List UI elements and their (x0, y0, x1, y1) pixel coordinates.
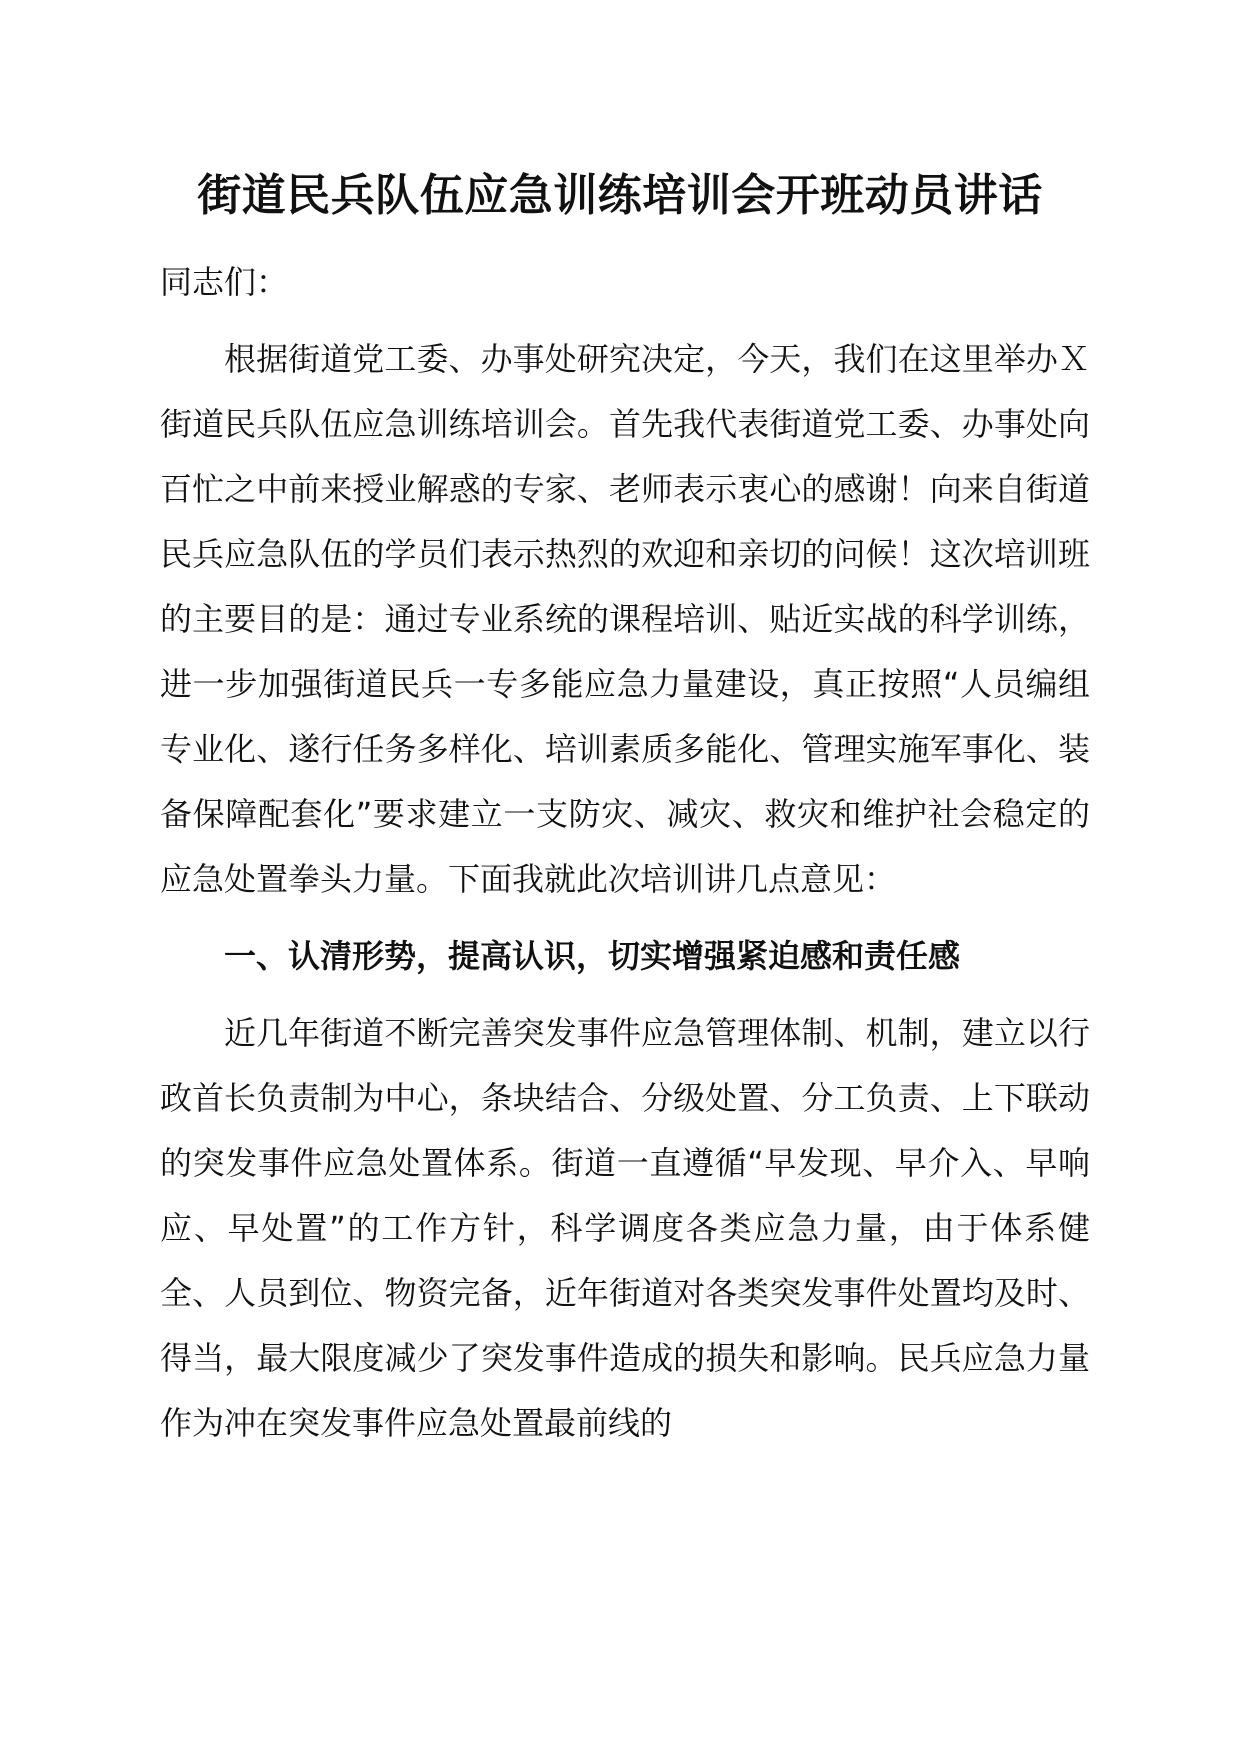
document-title: 街道民兵队伍应急训练培训会开班动员讲话 (197, 170, 1043, 221)
section-heading: 一、认清形势，提高认识，切实增强紧迫感和责任感 (224, 937, 961, 975)
salutation: 同志们： (160, 263, 289, 301)
paragraph-intro: 根据街道党工委、办事处研究决定，今天，我们在这里举办Ｘ街道民兵队伍应急训练培训会。首先我代表街道党工委、办事处向百忙之中前来授业解惑的专家、老师表示衷心的感谢！向来自街道民兵应急队伍的学员们表示热烈的欢迎和亲切的问候！这次培训班的主要目的是：通过专业系统的课程培训、贴近实战的科学训练，进一步加强街道民兵一专多能应急力量建设，真正按照“人员编组专业化、遂行任务多样化、培训素质多能化、管理实施军事化、装备保障配套化”要求建立一支防灾、减灾、救灾和维护社会稳定的应急处置拳头力量。下面我就此次培训讲几点意见： (160, 340, 1090, 898)
document-body (160, 250, 1090, 1456)
paragraph-section-one: 近几年街道不断完善突发事件应急管理体制、机制，建立以行政首长负责制为中心，条块结合、分级处置、分工负责、上下联动的突发事件应急处置体系。街道一直遵循“早发现、早介入、早响应、早处置”的工作方针，科学调度各类应急力量，由于体系健全、人员到位、物资完备，近年街道对各类突发事件处置均及时、得当，最大限度减少了突发事件造成的损失和影响。民兵应急力量作为冲在突发事件应急处置最前线的 (160, 1014, 1090, 1442)
